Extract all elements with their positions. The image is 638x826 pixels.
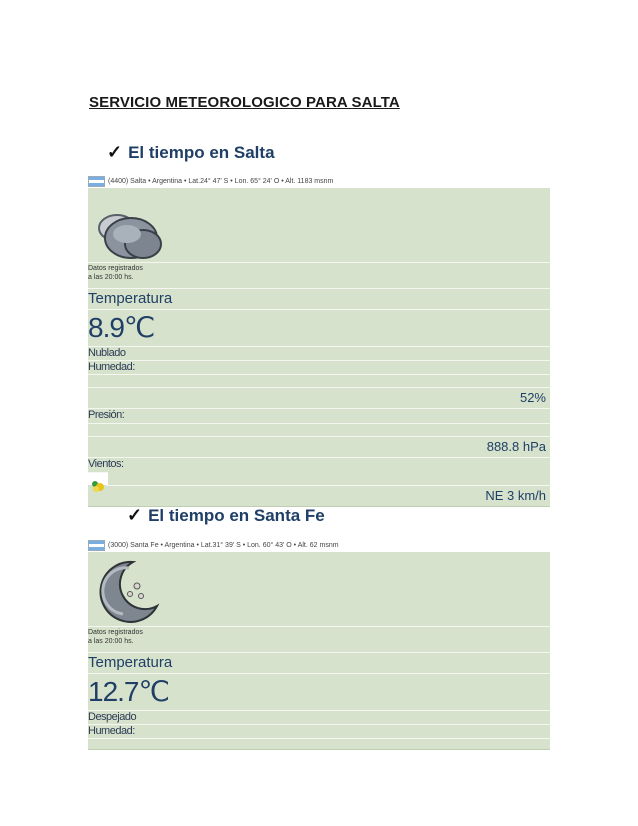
note-line-2: a las 20:00 hs. bbox=[88, 638, 134, 645]
location-text: (3000) Santa Fe • Argentina • Lat.31° 39' S • Lon. 60° 43' O • Alt. 62 msnm bbox=[108, 541, 339, 549]
spacer-row bbox=[88, 423, 550, 436]
temp-label: Temperatura bbox=[88, 288, 550, 309]
section-heading-label: El tiempo en Santa Fe bbox=[148, 505, 325, 525]
pressure-value: 888.8 hPa bbox=[88, 436, 550, 457]
data-note bbox=[88, 262, 550, 288]
condition-text: Despejado bbox=[88, 710, 550, 724]
cloudy-icon bbox=[91, 200, 171, 270]
note-line-2: a las 20:00 hs. bbox=[88, 274, 134, 281]
humidity-value: 52% bbox=[88, 387, 550, 408]
weather-panel bbox=[88, 188, 550, 507]
note-line-1: Datos registrados bbox=[88, 265, 143, 272]
section-heading-santa-fe bbox=[127, 505, 325, 526]
flower-icon bbox=[90, 480, 106, 494]
location-line bbox=[88, 174, 550, 188]
spacer-row bbox=[88, 738, 550, 749]
section-heading-label: El tiempo en Salta bbox=[128, 142, 275, 162]
weather-widget-santa-fe bbox=[88, 538, 550, 750]
checkmark-icon: ✓ bbox=[107, 142, 123, 162]
weather-widget-salta bbox=[88, 174, 550, 507]
page-title: SERVICIO METEOROLOGICO PARA SALTA bbox=[89, 94, 400, 111]
note-line-1: Datos registrados bbox=[88, 629, 143, 636]
temp-value: 12.7℃ bbox=[88, 673, 550, 710]
condition-text: Nublado bbox=[88, 346, 550, 360]
argentina-flag-icon bbox=[88, 176, 105, 187]
location-line bbox=[88, 538, 550, 552]
weather-icon-row bbox=[88, 188, 550, 262]
temp-value: 8.9℃ bbox=[88, 309, 550, 346]
checkmark-icon: ✓ bbox=[127, 505, 143, 525]
pressure-label: Presión: bbox=[88, 408, 550, 423]
wind-label: Vientos: bbox=[88, 457, 550, 472]
argentina-flag-icon bbox=[88, 540, 105, 551]
wind-value: NE 3 km/h bbox=[106, 485, 550, 506]
weather-icon-row bbox=[88, 552, 550, 626]
weather-panel bbox=[88, 552, 550, 750]
spacer-row bbox=[88, 374, 550, 387]
section-heading-salta bbox=[107, 142, 275, 163]
data-note bbox=[88, 626, 550, 652]
temp-label: Temperatura bbox=[88, 652, 550, 673]
humidity-label: Humedad: bbox=[88, 724, 550, 738]
location-text: (4400) Salta • Argentina • Lat.24° 47' S • Lon. 65° 24' O • Alt. 1183 msnm bbox=[108, 177, 334, 185]
humidity-label: Humedad: bbox=[88, 360, 550, 374]
moon-clear-icon bbox=[93, 556, 163, 628]
